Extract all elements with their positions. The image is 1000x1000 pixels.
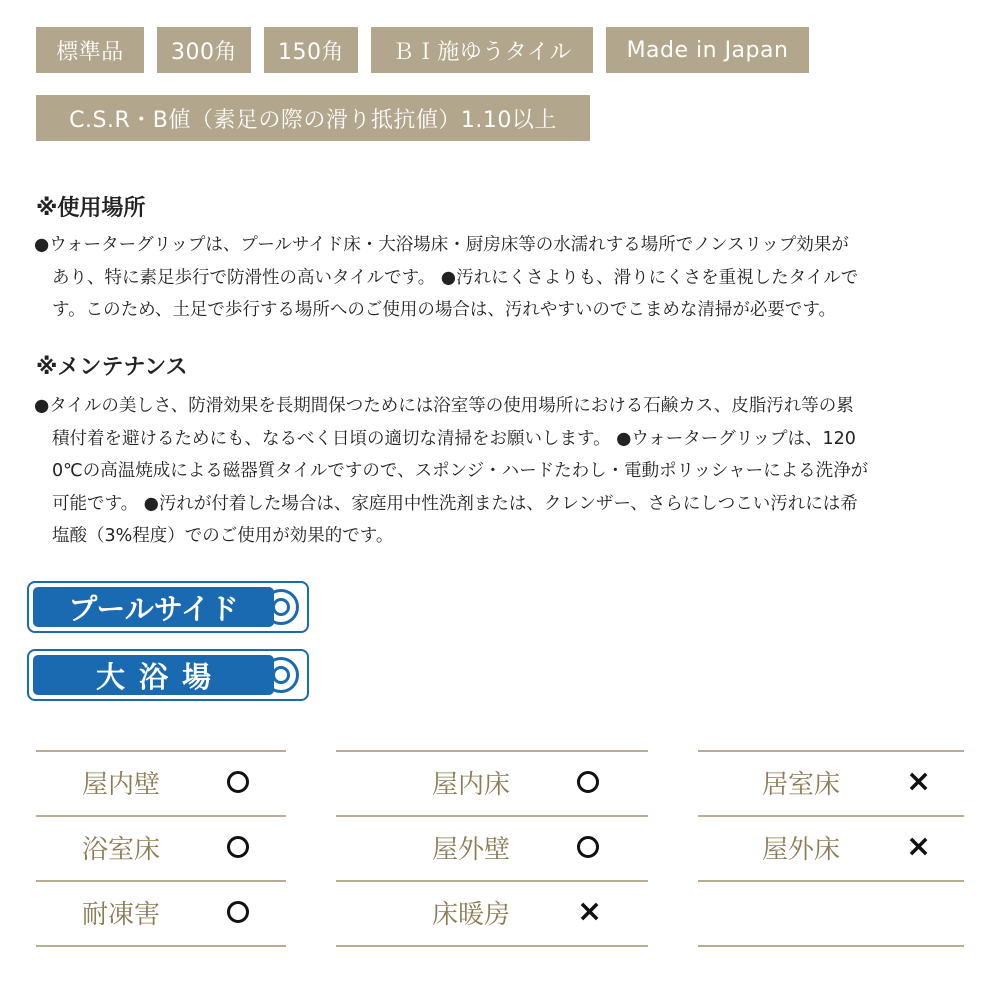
tag-csr: C.S.R・B値（素足の際の滑り抵抗値）1.10以上 bbox=[36, 95, 590, 141]
tag-size-150: 150角 bbox=[264, 27, 358, 73]
maintenance-section-title: ※メンテナンス bbox=[36, 355, 188, 380]
suitability-label-outdoor-floor: 屋外床 bbox=[762, 835, 841, 865]
maintenance-line-3: 0℃の高温焼成による磁器質タイルですので、スポンジ・ハードたわし・電動ポリッシャーによる洗浄が bbox=[52, 461, 869, 481]
table-rule bbox=[336, 750, 648, 752]
circle-mark-icon bbox=[577, 771, 599, 793]
suitability-label-indoor-wall: 屋内壁 bbox=[82, 770, 161, 800]
circle-mark-icon bbox=[227, 771, 249, 793]
usage-paragraph bbox=[34, 229, 979, 327]
maintenance-line-4: 可能です。 ●汚れが付着した場合は、家庭用中性洗剤または、クレンザー、さらにしつこい汚れには希 bbox=[52, 493, 858, 514]
table-rule bbox=[36, 815, 286, 817]
suitability-label-bathroom-floor: 浴室床 bbox=[82, 835, 161, 865]
table-rule bbox=[336, 815, 648, 817]
double-circle-icon bbox=[263, 589, 299, 625]
suitability-label-frost-resistance: 耐凍害 bbox=[82, 900, 161, 930]
tag-size-300: 300角 bbox=[157, 27, 251, 73]
table-rule bbox=[336, 945, 648, 947]
large-bath-label: 大浴場 bbox=[33, 655, 274, 695]
suitability-label-outdoor-wall: 屋外壁 bbox=[432, 835, 511, 865]
table-rule bbox=[698, 880, 964, 882]
table-rule bbox=[36, 945, 286, 947]
cross-mark-icon: × bbox=[577, 894, 603, 929]
table-rule bbox=[698, 750, 964, 752]
maintenance-line-1: ●タイルの美しさ、防滑効果を長期間保つためには浴室等の使用場所における石鹸カス、皮脂汚れ等の累 bbox=[34, 396, 854, 416]
usage-line-2: あり、特に素足歩行で防滑性の高いタイルです。 ●汚れにくさよりも、滑りにくさを重視したタイルで bbox=[52, 267, 859, 288]
large-bath-badge bbox=[27, 649, 309, 701]
maintenance-line-2: 積付着を避けるためにも、なるべく日頃の適切な清掃をお願いします。 ●ウォーターグリップは、120 bbox=[52, 428, 856, 449]
maintenance-paragraph bbox=[34, 390, 979, 553]
table-rule bbox=[336, 880, 648, 882]
suitability-label-indoor-floor: 屋内床 bbox=[432, 770, 511, 800]
poolside-label: プールサイド bbox=[33, 587, 274, 627]
suitability-label-living-room-floor: 居室床 bbox=[762, 770, 841, 800]
tag-origin: Made in Japan bbox=[606, 27, 809, 73]
poolside-badge bbox=[27, 581, 309, 633]
circle-mark-icon bbox=[577, 836, 599, 858]
usage-line-3: す。このため、土足で歩行する場所へのご使用の場合は、汚れやすいのでこまめな清掃が必要です。 bbox=[52, 300, 836, 320]
circle-mark-icon bbox=[227, 836, 249, 858]
tag-standard: 標準品 bbox=[36, 27, 144, 73]
table-rule bbox=[698, 945, 964, 947]
usage-line-1: ●ウォーターグリップは、プールサイド床・大浴場床・厨房床等の水濡れする場所でノンスリップ効果が bbox=[34, 235, 849, 255]
circle-mark-icon bbox=[227, 901, 249, 923]
table-rule bbox=[698, 815, 964, 817]
maintenance-line-5: 塩酸（3%程度）でのご使用が効果的です。 bbox=[52, 526, 394, 546]
cross-mark-icon: × bbox=[906, 764, 932, 799]
tag-construction: ＢＩ施ゆうタイル bbox=[371, 27, 593, 73]
usage-section-title: ※使用場所 bbox=[36, 196, 146, 221]
double-circle-icon bbox=[263, 657, 299, 693]
table-rule bbox=[36, 750, 286, 752]
suitability-label-floor-heating: 床暖房 bbox=[432, 900, 511, 930]
cross-mark-icon: × bbox=[906, 829, 932, 864]
table-rule bbox=[36, 880, 286, 882]
